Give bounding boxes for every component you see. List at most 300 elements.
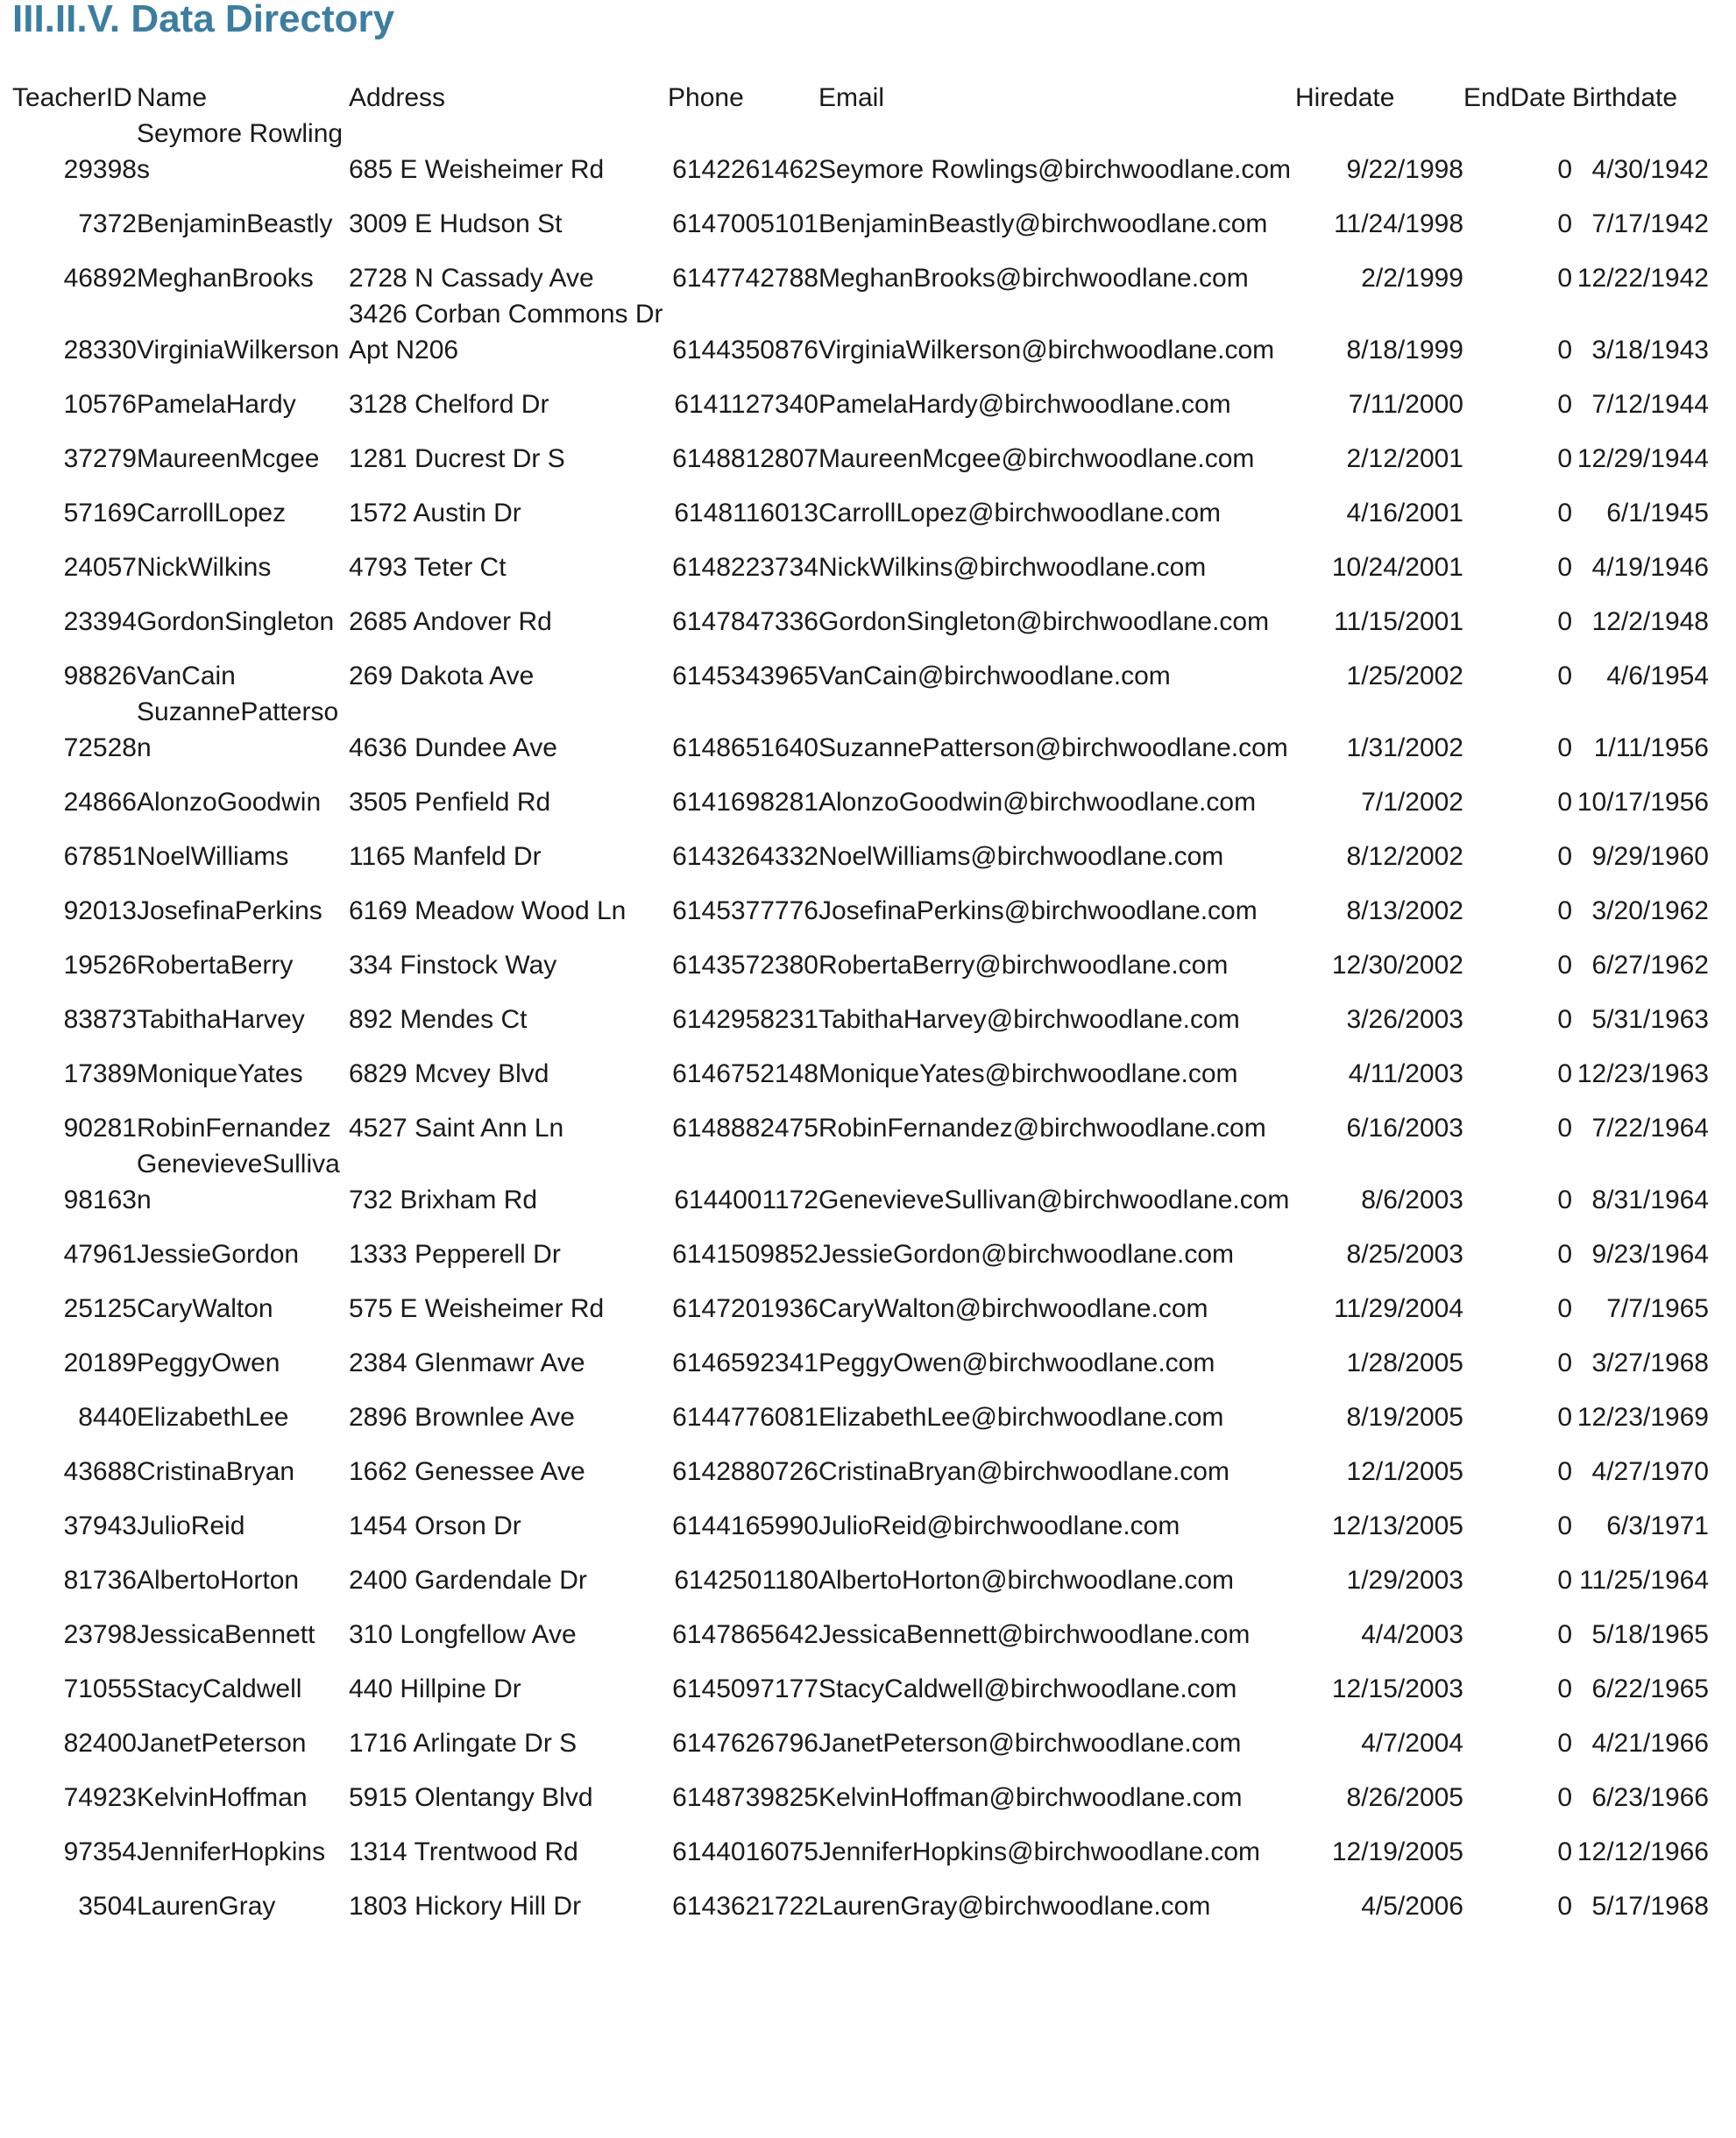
hiredate-cell: 8/25/2003 [1346, 1240, 1463, 1269]
address-cell: 1165 Manfeld Dr [349, 842, 542, 871]
address-cell: 732 Brixham Rd [349, 1186, 538, 1214]
name-cell: JessicaBennett [137, 1620, 315, 1649]
email-cell: AlbertoHorton@birchwoodlane.com [818, 1566, 1235, 1595]
birthdate-cell: 12/23/1963 [1577, 1059, 1709, 1088]
table-row [12, 1816, 1709, 1870]
birthdate-cell: 4/30/1942 [1591, 155, 1709, 184]
email-cell: AlonzoGoodwin@birchwoodlane.com [818, 788, 1257, 817]
birthdate-cell: 10/17/1956 [1577, 788, 1709, 817]
email-cell: GenevieveSullivan@birchwoodlane.com [818, 1186, 1290, 1214]
hiredate-cell: 6/16/2003 [1346, 1114, 1463, 1143]
birthdate-cell: 7/7/1965 [1606, 1294, 1709, 1323]
email-cell: NoelWilliams@birchwoodlane.com [818, 842, 1224, 871]
teacher-id-cell: 10576 [63, 390, 137, 419]
enddate-cell: 0 [1557, 1892, 1572, 1921]
enddate-cell: 0 [1557, 1566, 1572, 1595]
address-cell: 3009 E Hudson St [349, 209, 563, 238]
teacher-id-cell: 67851 [63, 842, 137, 871]
teacher-id-cell: 71055 [63, 1674, 137, 1703]
enddate-cell: 0 [1557, 155, 1572, 184]
email-cell: TabithaHarvey@birchwoodlane.com [818, 1005, 1240, 1034]
phone-cell: 6144001172 [674, 1186, 818, 1214]
email-cell: Seymore Rowlings@birchwoodlane.com [818, 155, 1292, 184]
phone-cell: 6141127340 [674, 390, 818, 419]
email-cell: KelvinHoffman@birchwoodlane.com [818, 1783, 1243, 1812]
column-header-name: Name [137, 83, 208, 112]
address-cell: 2400 Gardendale Dr [349, 1566, 587, 1595]
teacher-id-cell: 47961 [63, 1240, 137, 1269]
name-cell: VirginiaWilkerson [137, 336, 340, 365]
phone-cell: 6148223734 [672, 553, 818, 582]
address-cell: 1454 Orson Dr [349, 1511, 521, 1540]
table-row [12, 1490, 1709, 1544]
birthdate-cell: 4/21/1966 [1591, 1729, 1709, 1758]
phone-cell: 6141698281 [672, 788, 818, 817]
address-cell: 1662 Genessee Ave [349, 1457, 585, 1486]
email-cell: JessieGordon@birchwoodlane.com [818, 1240, 1235, 1269]
table-row [12, 531, 1709, 585]
enddate-cell: 0 [1557, 264, 1572, 293]
phone-cell: 6146752148 [672, 1059, 818, 1088]
address-cell: 310 Longfellow Ave [349, 1620, 577, 1649]
phone-cell: 6141509852 [672, 1240, 818, 1269]
teacher-id-cell: 24057 [63, 553, 137, 582]
table-row [12, 766, 1709, 820]
enddate-cell: 0 [1557, 1059, 1572, 1088]
address-cell: 1572 Austin Dr [349, 499, 521, 527]
birthdate-cell: 5/31/1963 [1591, 1005, 1709, 1034]
name-cell: LaurenGray [137, 1892, 276, 1921]
email-cell: RobertaBerry@birchwoodlane.com [818, 951, 1229, 980]
address-cell: 1281 Ducrest Dr S [349, 444, 565, 473]
teacher-id-cell: 37279 [63, 444, 137, 473]
hiredate-cell: 7/1/2002 [1361, 788, 1463, 817]
birthdate-cell: 12/2/1948 [1591, 607, 1709, 636]
birthdate-cell: 7/12/1944 [1591, 390, 1709, 419]
phone-cell: 6148116013 [674, 499, 818, 527]
birthdate-cell: 5/18/1965 [1591, 1620, 1709, 1649]
birthdate-cell: 7/22/1964 [1591, 1114, 1709, 1143]
enddate-cell: 0 [1557, 1349, 1572, 1377]
table-row [12, 422, 1709, 477]
teacher-id-cell: 90281 [63, 1114, 137, 1143]
enddate-cell: 0 [1557, 1511, 1572, 1540]
birthdate-cell: 9/29/1960 [1591, 842, 1709, 871]
address-cell: 2685 Andover Rd [349, 607, 552, 636]
name-cell: CaryWalton [137, 1294, 273, 1323]
table-row [12, 188, 1709, 242]
phone-cell: 6142958231 [672, 1005, 818, 1034]
birthdate-cell: 6/27/1962 [1591, 951, 1709, 980]
hiredate-cell: 1/25/2002 [1346, 662, 1463, 690]
phone-cell: 6142501180 [674, 1566, 818, 1595]
teacher-id-cell: 29398 [63, 155, 137, 184]
phone-cell: 6146592341 [672, 1349, 818, 1377]
teacher-id-cell: 3504 [78, 1892, 137, 1921]
table-row [12, 1598, 1709, 1653]
email-cell: VirginiaWilkerson@birchwoodlane.com [818, 336, 1275, 365]
address-cell: 4793 Teter Ct [349, 553, 507, 582]
teacher-id-cell: 98826 [63, 662, 137, 690]
table-row [12, 1653, 1709, 1707]
email-cell: JosefinaPerkins@birchwoodlane.com [818, 896, 1258, 925]
enddate-cell: 0 [1557, 1114, 1572, 1143]
table-row [12, 1272, 1709, 1327]
table-row [12, 1707, 1709, 1761]
phone-cell: 6144016075 [672, 1837, 818, 1866]
name-cell: RobinFernandez [137, 1114, 331, 1143]
phone-cell: 6147847336 [672, 607, 818, 636]
birthdate-cell: 9/23/1964 [1591, 1240, 1709, 1269]
table-row [12, 640, 1709, 694]
enddate-cell: 0 [1557, 1837, 1572, 1866]
email-cell: ElizabethLee@birchwoodlane.com [818, 1403, 1224, 1432]
address-cell: 1314 Trentwood Rd [349, 1837, 578, 1866]
name-cell: JosefinaPerkins [137, 896, 322, 925]
phone-cell: 6142880726 [672, 1457, 818, 1486]
name-cell: StacyCaldwell [137, 1674, 302, 1703]
hiredate-cell: 10/24/2001 [1331, 553, 1463, 582]
table-body [12, 116, 1709, 1924]
column-header-teacher-id: TeacherID [12, 83, 132, 112]
teacher-id-cell: 83873 [63, 1005, 137, 1034]
hiredate-cell: 1/29/2003 [1346, 1566, 1463, 1595]
enddate-cell: 0 [1557, 209, 1572, 238]
email-cell: CristinaBryan@birchwoodlane.com [818, 1457, 1229, 1486]
table-row [12, 929, 1709, 983]
enddate-cell: 0 [1557, 1186, 1572, 1214]
hiredate-cell: 2/2/1999 [1361, 264, 1463, 293]
email-cell: PeggyOwen@birchwoodlane.com [818, 1349, 1215, 1377]
email-cell: MaureenMcgee@birchwoodlane.com [818, 444, 1255, 473]
enddate-cell: 0 [1557, 607, 1572, 636]
phone-cell: 6145343965 [672, 662, 818, 690]
name-cell: MoniqueYates [137, 1059, 303, 1088]
email-cell: GordonSingleton@birchwoodlane.com [818, 607, 1270, 636]
hiredate-cell: 8/6/2003 [1361, 1186, 1463, 1214]
enddate-cell: 0 [1557, 1457, 1572, 1486]
column-header-hiredate: Hiredate [1295, 83, 1395, 112]
hiredate-cell: 12/30/2002 [1331, 951, 1463, 980]
table-row [12, 1870, 1709, 1924]
table-row [12, 368, 1709, 422]
birthdate-cell: 12/29/1944 [1577, 444, 1709, 473]
birthdate-cell: 12/22/1942 [1577, 264, 1709, 293]
address-cell: 4636 Dundee Ave [349, 733, 557, 762]
name-cell: JulioReid [137, 1511, 245, 1540]
name-cell: CristinaBryan [137, 1457, 295, 1486]
table-row [12, 1544, 1709, 1598]
teacher-id-cell: 74923 [63, 1783, 137, 1812]
enddate-cell: 0 [1557, 1240, 1572, 1269]
hiredate-cell: 1/31/2002 [1346, 733, 1463, 762]
email-cell: SuzannePatterson@birchwoodlane.com [818, 733, 1288, 762]
phone-cell: 6147005101 [672, 209, 818, 238]
address-cell: 685 E Weisheimer Rd [349, 155, 605, 184]
enddate-cell: 0 [1557, 553, 1572, 582]
address-cell: 575 E Weisheimer Rd [349, 1294, 605, 1323]
address-cell: 5915 Olentangy Blvd [349, 1783, 593, 1812]
name-cell: JanetPeterson [137, 1729, 307, 1758]
enddate-cell: 0 [1557, 788, 1572, 817]
email-cell: JulioReid@birchwoodlane.com [818, 1511, 1180, 1540]
email-cell: JessicaBennett@birchwoodlane.com [818, 1620, 1251, 1649]
name-cell: VanCain [137, 662, 236, 690]
address-cell: 1716 Arlingate Dr S [349, 1729, 577, 1758]
enddate-cell: 0 [1557, 1620, 1572, 1649]
hiredate-cell: 12/19/2005 [1331, 1837, 1463, 1866]
birthdate-cell: 7/17/1942 [1591, 209, 1709, 238]
email-cell: RobinFernandez@birchwoodlane.com [818, 1114, 1266, 1143]
column-header-phone: Phone [668, 83, 744, 112]
address-cell: 1803 Hickory Hill Dr [349, 1892, 582, 1921]
teacher-id-cell: 82400 [63, 1729, 137, 1758]
enddate-cell: 0 [1557, 1403, 1572, 1432]
address-cell: 3426 Corban Commons Dr Apt N206 [349, 300, 663, 365]
birthdate-cell: 6/22/1965 [1591, 1674, 1709, 1703]
birthdate-cell: 12/23/1969 [1577, 1403, 1709, 1432]
phone-cell: 6144776081 [672, 1403, 818, 1432]
birthdate-cell: 11/25/1964 [1579, 1566, 1709, 1595]
table-row [12, 820, 1709, 874]
table-row [12, 1761, 1709, 1816]
address-cell: 6169 Meadow Wood Ln [349, 896, 627, 925]
teacher-id-cell: 72528 [63, 733, 137, 762]
teacher-id-cell: 23394 [63, 607, 137, 636]
name-cell: JessieGordon [137, 1240, 300, 1269]
name-cell: BenjaminBeastly [137, 209, 333, 238]
table-row [12, 585, 1709, 640]
hiredate-cell: 1/28/2005 [1346, 1349, 1463, 1377]
phone-cell: 6143572380 [672, 951, 818, 980]
birthdate-cell: 3/27/1968 [1591, 1349, 1709, 1377]
address-cell: 892 Mendes Ct [349, 1005, 528, 1034]
table-row [12, 477, 1709, 531]
table-header-row [12, 70, 1709, 116]
teacher-id-cell: 17389 [63, 1059, 137, 1088]
email-cell: MeghanBrooks@birchwoodlane.com [818, 264, 1249, 293]
name-cell: Seymore Rowlings [137, 119, 344, 184]
table-row [12, 296, 1709, 368]
enddate-cell: 0 [1557, 951, 1572, 980]
email-cell: StacyCaldwell@birchwoodlane.com [818, 1674, 1237, 1703]
hiredate-cell: 9/22/1998 [1346, 155, 1463, 184]
phone-cell: 6144350876 [672, 336, 818, 365]
hiredate-cell: 4/7/2004 [1361, 1729, 1463, 1758]
phone-cell: 6147742788 [672, 264, 818, 293]
address-cell: 1333 Pepperell Dr [349, 1240, 561, 1269]
enddate-cell: 0 [1557, 1674, 1572, 1703]
teacher-id-cell: 28330 [63, 336, 137, 365]
column-header-enddate: EndDate [1463, 83, 1566, 112]
birthdate-cell: 8/31/1964 [1591, 1186, 1709, 1214]
hiredate-cell: 4/11/2003 [1348, 1059, 1463, 1088]
teacher-id-cell: 81736 [63, 1566, 137, 1595]
table-row [12, 983, 1709, 1037]
birthdate-cell: 6/23/1966 [1591, 1783, 1709, 1812]
name-cell: AlonzoGoodwin [137, 788, 322, 817]
address-cell: 2896 Brownlee Ave [349, 1403, 575, 1432]
name-cell: MaureenMcgee [137, 444, 320, 473]
table-row [12, 694, 1709, 766]
hiredate-cell: 4/16/2001 [1346, 499, 1463, 527]
teacher-id-cell: 19526 [63, 951, 137, 980]
email-cell: VanCain@birchwoodlane.com [818, 662, 1171, 690]
hiredate-cell: 12/13/2005 [1331, 1511, 1463, 1540]
teacher-id-cell: 37943 [63, 1511, 137, 1540]
birthdate-cell: 4/27/1970 [1591, 1457, 1709, 1486]
name-cell: NickWilkins [137, 553, 272, 582]
name-cell: GenevieveSullivan [137, 1150, 340, 1214]
phone-cell: 6145377776 [672, 896, 818, 925]
phone-cell: 6148812807 [672, 444, 818, 473]
hiredate-cell: 11/29/2004 [1334, 1294, 1463, 1323]
hiredate-cell: 12/15/2003 [1331, 1674, 1463, 1703]
email-cell: CarrollLopez@birchwoodlane.com [818, 499, 1222, 527]
birthdate-cell: 6/1/1945 [1606, 499, 1709, 527]
name-cell: SuzannePatterson [137, 697, 339, 762]
hiredate-cell: 8/13/2002 [1346, 896, 1463, 925]
birthdate-cell: 5/17/1968 [1591, 1892, 1709, 1921]
table-row [12, 1146, 1709, 1218]
enddate-cell: 0 [1557, 336, 1572, 365]
enddate-cell: 0 [1557, 1729, 1572, 1758]
teacher-id-cell: 8440 [78, 1403, 137, 1432]
phone-cell: 6142261462 [672, 155, 818, 184]
email-cell: PamelaHardy@birchwoodlane.com [818, 390, 1231, 419]
table-row [12, 1092, 1709, 1146]
address-cell: 3505 Penfield Rd [349, 788, 551, 817]
name-cell: PamelaHardy [137, 390, 296, 419]
phone-cell: 6147626796 [672, 1729, 818, 1758]
name-cell: GordonSingleton [137, 607, 335, 636]
hiredate-cell: 8/26/2005 [1346, 1783, 1463, 1812]
table-row [12, 1327, 1709, 1381]
teacher-id-cell: 57169 [63, 499, 137, 527]
birthdate-cell: 3/20/1962 [1591, 896, 1709, 925]
phone-cell: 6145097177 [672, 1674, 818, 1703]
data-directory-table [12, 70, 1709, 1924]
phone-cell: 6148739825 [672, 1783, 818, 1812]
enddate-cell: 0 [1557, 733, 1572, 762]
hiredate-cell: 7/11/2000 [1348, 390, 1463, 419]
enddate-cell: 0 [1557, 499, 1572, 527]
name-cell: PeggyOwen [137, 1349, 280, 1377]
address-cell: 440 Hillpine Dr [349, 1674, 521, 1703]
name-cell: CarrollLopez [137, 499, 287, 527]
phone-cell: 6147865642 [672, 1620, 818, 1649]
birthdate-cell: 12/12/1966 [1577, 1837, 1709, 1866]
address-cell: 334 Finstock Way [349, 951, 557, 980]
table-row [12, 874, 1709, 929]
hiredate-cell: 2/12/2001 [1346, 444, 1463, 473]
teacher-id-cell: 92013 [63, 896, 137, 925]
hiredate-cell: 8/18/1999 [1346, 336, 1463, 365]
address-cell: 6829 Mcvey Blvd [349, 1059, 549, 1088]
table-row [12, 1037, 1709, 1092]
hiredate-cell: 12/1/2005 [1346, 1457, 1463, 1486]
name-cell: NoelWilliams [137, 842, 289, 871]
email-cell: NickWilkins@birchwoodlane.com [818, 553, 1207, 582]
teacher-id-cell: 98163 [63, 1186, 137, 1214]
phone-cell: 6148651640 [672, 733, 818, 762]
name-cell: KelvinHoffman [137, 1783, 308, 1812]
table-row [12, 1381, 1709, 1435]
enddate-cell: 0 [1557, 444, 1572, 473]
enddate-cell: 0 [1557, 662, 1572, 690]
address-cell: 3128 Chelford Dr [349, 390, 549, 419]
email-cell: BenjaminBeastly@birchwoodlane.com [818, 209, 1268, 238]
teacher-id-cell: 43688 [63, 1457, 137, 1486]
enddate-cell: 0 [1557, 390, 1572, 419]
phone-cell: 6143264332 [672, 842, 818, 871]
email-cell: LaurenGray@birchwoodlane.com [818, 1892, 1211, 1921]
hiredate-cell: 4/5/2006 [1361, 1892, 1463, 1921]
email-cell: JenniferHopkins@birchwoodlane.com [818, 1837, 1261, 1866]
enddate-cell: 0 [1557, 1005, 1572, 1034]
birthdate-cell: 6/3/1971 [1606, 1511, 1709, 1540]
name-cell: JenniferHopkins [137, 1837, 326, 1866]
enddate-cell: 0 [1557, 1294, 1572, 1323]
name-cell: RobertaBerry [137, 951, 294, 980]
table-row [12, 1435, 1709, 1490]
column-header-email: Email [818, 83, 885, 112]
hiredate-cell: 4/4/2003 [1361, 1620, 1463, 1649]
table-row [12, 116, 1709, 188]
teacher-id-cell: 7372 [78, 209, 137, 238]
birthdate-cell: 4/19/1946 [1591, 553, 1709, 582]
name-cell: ElizabethLee [137, 1403, 289, 1432]
enddate-cell: 0 [1557, 896, 1572, 925]
teacher-id-cell: 24866 [63, 788, 137, 817]
hiredate-cell: 8/12/2002 [1346, 842, 1463, 871]
birthdate-cell: 1/11/1956 [1593, 733, 1709, 762]
teacher-id-cell: 23798 [63, 1620, 137, 1649]
birthdate-cell: 4/6/1954 [1606, 662, 1709, 690]
phone-cell: 6143621722 [672, 1892, 818, 1921]
section-title: III.II.V. Data Directory [12, 0, 395, 40]
address-cell: 2384 Glenmawr Ave [349, 1349, 585, 1377]
email-cell: JanetPeterson@birchwoodlane.com [818, 1729, 1242, 1758]
column-header-address: Address [349, 83, 446, 112]
teacher-id-cell: 46892 [63, 264, 137, 293]
email-cell: MoniqueYates@birchwoodlane.com [818, 1059, 1238, 1088]
enddate-cell: 0 [1557, 842, 1572, 871]
table-row [12, 1218, 1709, 1272]
teacher-id-cell: 25125 [63, 1294, 137, 1323]
hiredate-cell: 11/15/2001 [1334, 607, 1463, 636]
email-cell: CaryWalton@birchwoodlane.com [818, 1294, 1208, 1323]
address-cell: 269 Dakota Ave [349, 662, 535, 690]
hiredate-cell: 11/24/1998 [1334, 209, 1463, 238]
phone-cell: 6147201936 [672, 1294, 818, 1323]
table-row [12, 242, 1709, 296]
name-cell: MeghanBrooks [137, 264, 314, 293]
hiredate-cell: 8/19/2005 [1346, 1403, 1463, 1432]
hiredate-cell: 3/26/2003 [1346, 1005, 1463, 1034]
column-header-birthdate: Birthdate [1572, 83, 1678, 112]
enddate-cell: 0 [1557, 1783, 1572, 1812]
address-cell: 2728 N Cassady Ave [349, 264, 594, 293]
teacher-id-cell: 97354 [63, 1837, 137, 1866]
name-cell: TabithaHarvey [137, 1005, 305, 1034]
birthdate-cell: 3/18/1943 [1591, 336, 1709, 365]
name-cell: AlbertoHorton [137, 1566, 300, 1595]
address-cell: 4527 Saint Ann Ln [349, 1114, 564, 1143]
phone-cell: 6144165990 [672, 1511, 818, 1540]
phone-cell: 6148882475 [672, 1114, 818, 1143]
teacher-id-cell: 20189 [63, 1349, 137, 1377]
